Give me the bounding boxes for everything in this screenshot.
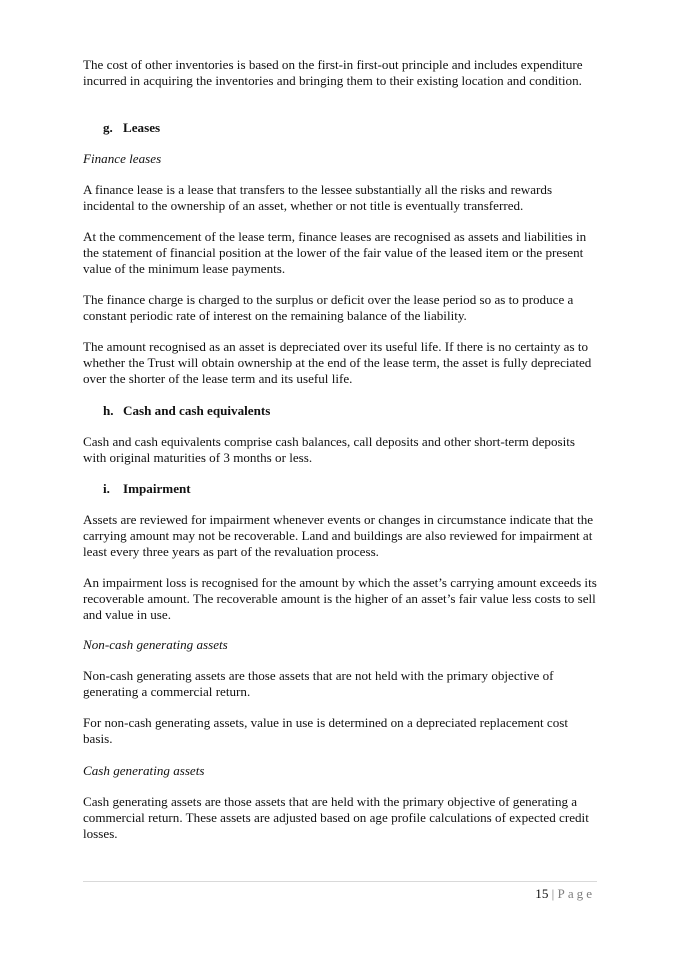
footer-divider [83,881,597,882]
paragraph-lease-commencement: At the commencement of the lease term, finance leases are recognised as assets and liabilities in the statement of financial position at the lower of the fair value of the leased item or the present value of the minimum lease payments. [83,229,587,276]
heading-impairment [103,481,191,497]
paragraph-cash-generating: Cash generating assets are those assets that are held with the primary objective of generating a commercial return. These assets are adjusted based on age profile calculations of expected credit losses. [83,794,589,841]
page-footer [535,886,595,902]
subheading-non-cash-generating: Non-cash generating assets [83,637,228,652]
heading-leases-title: Leases [123,120,161,135]
paragraph-cash-equivalents: Cash and cash equivalents comprise cash balances, call deposits and other short-term deposits with original maturities of 3 months or less. [83,434,575,465]
paragraph-inventories-cost: The cost of other inventories is based on the first-in first-out principle and includes expenditure incurred in acquiring the inventories and bringing them to their existing location and condition. [83,57,583,88]
subheading-cash-generating: Cash generating assets [83,763,205,778]
heading-cash-equivalents-title: Cash and cash equivalents [123,403,271,418]
paragraph-value-in-use: For non-cash generating assets, value in use is determined on a depreciated replacement cost basis. [83,715,569,746]
heading-cash-equivalents [103,403,270,419]
heading-impairment-title: Impairment [123,481,191,496]
subheading-finance-leases: Finance leases [83,151,162,166]
paragraph-non-cash-generating: Non-cash generating assets are those assets that are not held with the primary objective of generating a commercial return. [83,668,554,699]
page-number: 15 [535,886,549,901]
heading-cash-equivalents-letter: h. [103,403,114,418]
heading-leases [103,120,160,136]
paragraph-lease-depreciation: The amount recognised as an asset is depreciated over its useful life. If there is no certainty as to whether the Trust will obtain ownership at the end of the lease term, the asset is fully depreciated over the shorter of the lease term and its useful life. [83,339,592,386]
paragraph-impairment-loss: An impairment loss is recognised for the amount by which the asset’s carrying amount exceeds its recoverable amount. The recoverable amount is the higher of an asset’s fair value less costs to sell and value in use. [83,575,597,622]
paragraph-finance-lease-definition: A finance lease is a lease that transfers to the lessee substantially all the risks and rewards incidental to the ownership of an asset, whether or not title is eventually transferred. [83,182,553,213]
heading-leases-letter: g. [103,120,113,135]
page-label: Page [557,886,595,901]
heading-impairment-letter: i. [103,481,110,496]
footer-separator: | [551,886,555,901]
paragraph-finance-charge: The finance charge is charged to the surplus or deficit over the lease period so as to produce a constant periodic rate of interest on the remaining balance of the liability. [83,292,574,323]
paragraph-impairment-review: Assets are reviewed for impairment whenever events or changes in circumstance indicate that the carrying amount may not be recoverable. Land and buildings are also reviewed for impairment at least every three years as part of the revaluation process. [83,512,594,559]
